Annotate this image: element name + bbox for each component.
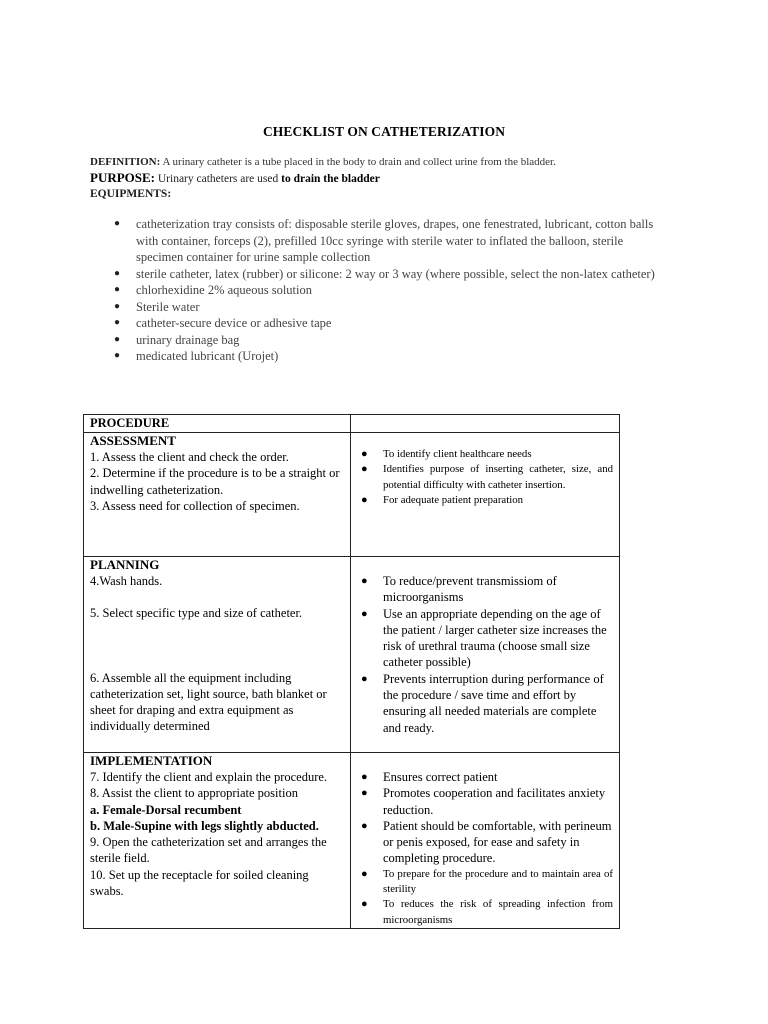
list-item: ● For adequate patient preparation [357, 493, 613, 508]
bullet-icon: ● [114, 267, 121, 279]
purpose-label: PURPOSE: [90, 170, 155, 185]
purpose-text: Urinary catheters are used [155, 173, 282, 185]
header-empty-cell [351, 415, 620, 433]
list-item: ● Use an appropriate depending on the age of the patient / larger catheter size increases the risk of urethral trauma (choose small size catheter possible) [361, 606, 607, 670]
list-item: ● Identifies purpose of inserting catheter, size, and potential difficulty with catheter insertion. [361, 463, 613, 491]
assessment-reasons-list [357, 447, 613, 508]
assessment-step: 2. Determine if the procedure is to be a straight or indwelling catheterization. [90, 466, 340, 497]
implementation-reasons-cell [351, 753, 620, 929]
table-row [84, 433, 620, 557]
bullet-icon: ● [361, 607, 368, 620]
bullet-icon: ● [114, 333, 121, 345]
list-item: ● medicated lubricant (Urojet) [114, 349, 279, 363]
equipment-list [112, 216, 672, 365]
list-item: ● Sterile water [114, 299, 200, 314]
bullet-icon: ● [114, 300, 121, 312]
implementation-step: 8. Assist the client to appropriate position [90, 786, 298, 801]
implementation-step: 9. Open the catheterization set and arranges the sterile field. [90, 835, 327, 866]
list-item: ● Ensures correct patient [361, 770, 498, 784]
list-item: ● To reduce/prevent transmissiom of microorganisms [361, 574, 557, 605]
table-header-row [84, 415, 620, 433]
implementation-step: b. Male-Supine with legs slightly abducted. [90, 818, 319, 833]
bullet-icon: ● [361, 867, 368, 880]
planning-reasons-list [357, 573, 613, 736]
implementation-reasons-list-small [357, 867, 613, 928]
planning-step: 4.Wash hands. [90, 574, 163, 588]
assessment-cell [84, 433, 351, 557]
definition-label: DEFINITION: [90, 156, 161, 168]
equipments-label: EQUIPMENTS: [90, 188, 172, 200]
definition-text: A urinary catheter is a tube placed in the body to drain and collect urine from the bladder. [160, 156, 556, 168]
list-item: ● Prevents interruption during performance of the procedure / save time and effort by ensuring all needed materials are complete and ready. [361, 671, 604, 735]
planning-heading: PLANNING [90, 557, 160, 572]
table-row [84, 753, 620, 929]
bullet-icon: ● [114, 317, 121, 328]
list-item: ● catheter-secure device or adhesive tape [114, 316, 332, 330]
planning-reasons-cell [351, 557, 620, 753]
page-title: CHECKLIST ON CATHETERIZATION [262, 124, 506, 139]
bullet-icon: ● [361, 787, 368, 800]
bullet-icon: ● [361, 463, 368, 476]
implementation-step: 10. Set up the receptacle for soiled cleaning swabs. [90, 867, 309, 899]
implementation-step: a. Female-Dorsal recumbent [90, 802, 242, 817]
definition-line [90, 155, 710, 169]
list-item: ● To prepare for the procedure and to maintain area of sterility [361, 867, 613, 896]
bullet-icon: ● [361, 771, 368, 783]
list-item: ● sterile catheter, latex (rubber) or silicone: 2 way or 3 way (where possible, select the non-latex catheter) [114, 266, 655, 281]
implementation-step: 7. Identify the client and explain the procedure. [90, 770, 328, 784]
procedure-header: PROCEDURE [84, 415, 351, 433]
purpose-bold-text: to drain the bladder [281, 173, 380, 185]
implementation-heading: IMPLEMENTATION [90, 753, 213, 768]
assessment-reasons-cell [351, 433, 620, 557]
bullet-icon: ● [114, 350, 121, 361]
bullet-icon: ● [114, 218, 121, 229]
list-item: ● chlorhexidine 2% aqueous solution [114, 283, 313, 297]
bullet-icon: ● [361, 575, 368, 587]
bullet-icon: ● [361, 448, 368, 460]
list-item: ● Patient should be comfortable, with perineum or penis exposed, for ease and safety in completing procedure. [361, 818, 612, 866]
assessment-step: 3. Assess need for collection of specimen. [90, 498, 300, 513]
bullet-icon: ● [361, 819, 368, 832]
bullet-icon: ● [361, 898, 368, 911]
implementation-cell [84, 753, 351, 929]
planning-cell [84, 557, 351, 753]
table-row [84, 557, 620, 753]
bullet-icon: ● [361, 493, 368, 506]
planning-step: 6. Assemble all the equipment including catheterization set, light source, bath blanket or sheet for draping and extra equipment as individually determined [90, 670, 327, 734]
list-item: ● Promotes cooperation and facilitates anxiety reduction. [361, 786, 606, 817]
planning-step: 5. Select specific type and size of catheter. [90, 606, 303, 621]
assessment-heading: ASSESSMENT [90, 433, 176, 448]
list-item: ● To identify client healthcare needs [357, 447, 613, 462]
implementation-reasons-list [357, 769, 613, 867]
bullet-icon: ● [361, 672, 368, 685]
purpose-line [90, 170, 710, 187]
list-item: ● urinary drainage bag [114, 332, 240, 347]
procedure-table [83, 414, 620, 929]
list-item: ● To reduces the risk of spreading infection from microorganisms [361, 898, 613, 926]
definitions-block [90, 155, 710, 201]
assessment-step: 1. Assess the client and check the order. [90, 450, 289, 464]
list-item: ● catheterization tray consists of: disposable sterile gloves, drapes, one fenestrated, lubricant, cotton balls with container, forceps (2), prefilled 10cc syringe with sterile water to inflated the balloon, sterile specimen container for urine sample collection [114, 217, 654, 264]
bullet-icon: ● [114, 284, 121, 295]
